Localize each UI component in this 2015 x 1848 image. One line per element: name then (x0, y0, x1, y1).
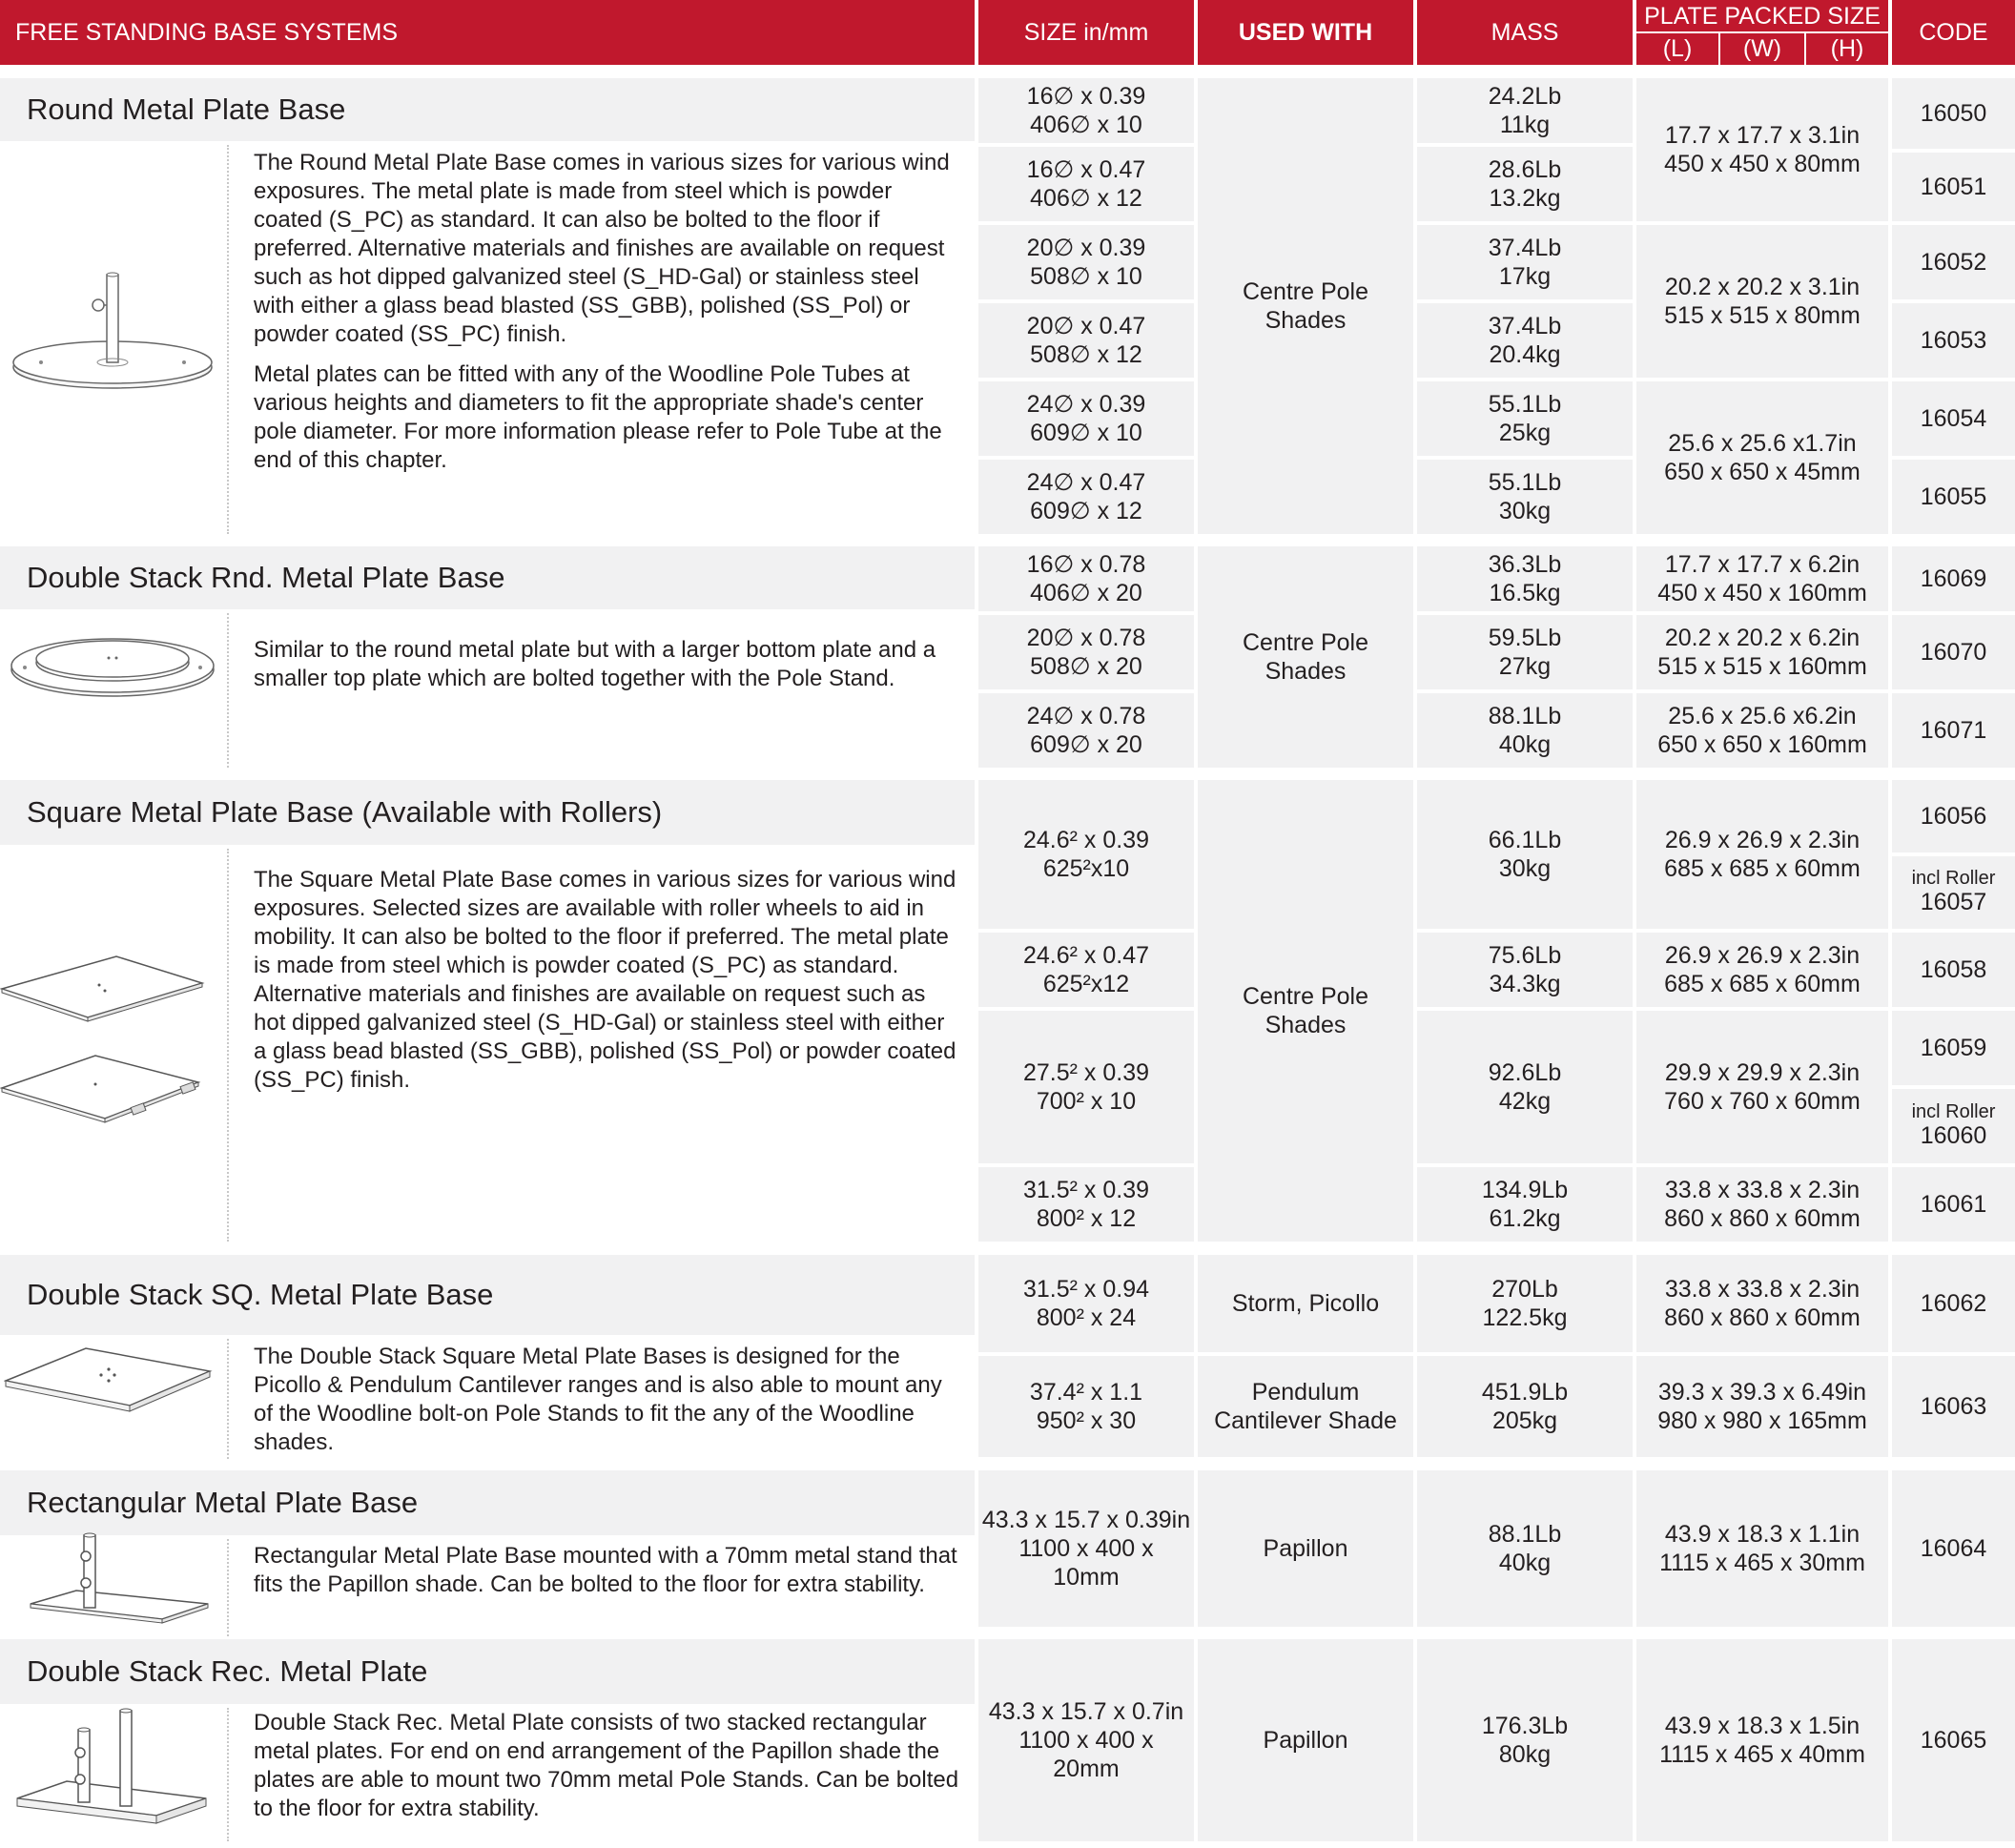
double-round-base-paragraph: Similar to the round metal plate but with a larger bottom plate and a smaller top plate which are bolted together with the Pole Stand. (254, 637, 936, 691)
rect-base-title: Rectangular Metal Plate Base (0, 1470, 975, 1535)
square-code-1: 16056 (1892, 780, 2015, 852)
round-mass-5: 55.1Lb 25kg (1417, 381, 1633, 456)
packed-size-header: PLATE PACKED SIZE (1636, 0, 1888, 32)
square-size-1: 24.6² x 0.39 625²x10 (978, 780, 1194, 929)
double-square-base-image (4, 1343, 216, 1430)
double-round-size-1: 16∅ x 0.78 406∅ x 20 (978, 546, 1194, 611)
round-code-4: 16053 (1892, 303, 2015, 378)
packed-l-header: (L) (1636, 33, 1718, 65)
packed-h-header: (H) (1806, 33, 1888, 65)
double-rect-packed: 43.9 x 18.3 x 1.5in 1115 x 465 x 40mm (1636, 1639, 1888, 1841)
double-square-base-paragraph: The Double Stack Square Metal Plate Bases is designed for the Picollo & Pendulum Cantilever ranges and is also able to mount any of the Woodline bolt-on Pole Stands to fit the any of the Woodline shades. (254, 1344, 942, 1455)
double-round-mass-1: 36.3Lb 16.5kg (1417, 546, 1633, 611)
round-packed-1: 17.7 x 17.7 x 3.1in 450 x 450 x 80mm (1636, 78, 1888, 221)
rect-base-paragraph: Rectangular Metal Plate Base mounted with a 70mm metal stand that fits the Papillon shade. Can be bolted to the floor for extra stability. (254, 1543, 957, 1597)
round-mass-6: 55.1Lb 30kg (1417, 460, 1633, 534)
double-round-packed-1: 17.7 x 17.7 x 6.2in 450 x 450 x 160mm (1636, 546, 1888, 611)
round-code-2: 16051 (1892, 153, 2015, 221)
rect-mass: 88.1Lb 40kg (1417, 1470, 1633, 1627)
round-size-1: 16∅ x 0.39 406∅ x 10 (978, 78, 1194, 143)
round-size-3: 20∅ x 0.39 508∅ x 10 (978, 225, 1194, 299)
round-base-paragraph-1: The Round Metal Plate Base comes in various sizes for various wind exposures. The metal plate is made from steel which is powder coated (S_PC) as standard. It can also be bolted to the floor if preferred. Alternative materials and finishes are available on request such as hot dipped galvanized steel (S_HD-Gal) or stainless steel with either a glass bead blasted (SS_GBB), polished (SS_Pol) or powder coated (SS_PC) finish. (254, 150, 950, 347)
double-square-used-with-1: Storm, Picollo (1198, 1255, 1413, 1352)
square-packed-3: 29.9 x 29.9 x 2.3in 760 x 760 x 60mm (1636, 1011, 1888, 1163)
double-rect-used-with: Papillon (1198, 1639, 1413, 1841)
square-code-5: 16060 (1920, 1122, 1987, 1149)
double-rect-base-title: Double Stack Rec. Metal Plate (0, 1639, 975, 1704)
square-code-2-roller (1892, 856, 2015, 929)
double-rect-code: 16065 (1892, 1639, 2015, 1841)
rect-size: 43.3 x 15.7 x 0.39in 1100 x 400 x 10mm (978, 1470, 1194, 1627)
double-square-used-with-2: Pendulum Cantilever Shade (1198, 1356, 1413, 1457)
double-round-code-2: 16070 (1892, 615, 2015, 689)
square-base-title: Square Metal Plate Base (Available with Rollers) (0, 780, 975, 845)
square-base-image (0, 949, 212, 1140)
double-square-base-title: Double Stack SQ. Metal Plate Base (0, 1255, 975, 1335)
rect-base-image (27, 1531, 210, 1632)
round-size-2: 16∅ x 0.47 406∅ x 12 (978, 147, 1194, 221)
square-size-4: 31.5² x 0.39 800² x 12 (978, 1167, 1194, 1242)
round-mass-3: 37.4Lb 17kg (1417, 225, 1633, 299)
double-round-mass-2: 59.5Lb 27kg (1417, 615, 1633, 689)
double-round-used-with: Centre Pole Shades (1198, 546, 1413, 768)
code-header: CODE (1892, 0, 2015, 65)
square-used-with: Centre Pole Shades (1198, 780, 1413, 1242)
roller-label: incl Roller (1911, 868, 1996, 889)
divider (227, 1339, 229, 1459)
double-square-code-2: 16063 (1892, 1356, 2015, 1457)
divider (227, 1539, 229, 1636)
round-base-description (254, 149, 961, 486)
size-header: SIZE in/mm (978, 0, 1194, 65)
square-mass-1: 66.1Lb 30kg (1417, 780, 1633, 929)
square-base-description (254, 866, 961, 1106)
round-code-5: 16054 (1892, 381, 2015, 456)
square-size-3: 27.5² x 0.39 700² x 10 (978, 1011, 1194, 1163)
round-mass-2: 28.6Lb 13.2kg (1417, 147, 1633, 221)
mass-header: MASS (1417, 0, 1633, 65)
double-round-size-3: 24∅ x 0.78 609∅ x 20 (978, 693, 1194, 768)
square-mass-3: 92.6Lb 42kg (1417, 1011, 1633, 1163)
double-round-code-1: 16069 (1892, 546, 2015, 611)
double-rect-base-paragraph: Double Stack Rec. Metal Plate consists of two stacked rectangular metal plates. For end on end arrangement of the Papillon shade the plates are able to mount two 70mm metal Pole Stands. Can be bolted to the floor for extra stability. (254, 1710, 959, 1821)
double-rect-base-image (13, 1707, 210, 1829)
round-mass-4: 37.4Lb 20.4kg (1417, 303, 1633, 378)
round-code-6: 16055 (1892, 460, 2015, 534)
divider (227, 613, 229, 768)
double-square-packed-2: 39.3 x 39.3 x 6.49in 980 x 980 x 165mm (1636, 1356, 1888, 1457)
double-round-size-2: 20∅ x 0.78 508∅ x 20 (978, 615, 1194, 689)
rect-base-description (254, 1542, 961, 1611)
double-round-base-image (8, 629, 219, 706)
round-base-image (8, 267, 219, 400)
used-with-header: USED WITH (1198, 0, 1413, 65)
square-size-2: 24.6² x 0.47 625²x12 (978, 933, 1194, 1007)
round-mass-1: 24.2Lb 11kg (1417, 78, 1633, 143)
square-code-5-roller (1892, 1089, 2015, 1163)
round-size-6: 24∅ x 0.47 609∅ x 12 (978, 460, 1194, 534)
double-rect-mass: 176.3Lb 80kg (1417, 1639, 1633, 1841)
rect-used-with: Papillon (1198, 1470, 1413, 1627)
double-round-packed-3: 25.6 x 25.6 x6.2in 650 x 650 x 160mm (1636, 693, 1888, 768)
double-round-base-title: Double Stack Rnd. Metal Plate Base (0, 546, 975, 609)
double-round-base-description (254, 636, 961, 705)
divider (227, 145, 229, 534)
rect-code: 16064 (1892, 1470, 2015, 1627)
square-code-3: 16058 (1892, 933, 2015, 1007)
double-round-packed-2: 20.2 x 20.2 x 6.2in 515 x 515 x 160mm (1636, 615, 1888, 689)
square-mass-2: 75.6Lb 34.3kg (1417, 933, 1633, 1007)
round-base-paragraph-2: Metal plates can be fitted with any of the Woodline Pole Tubes at various heights and diameters to fit the appropriate shade's center pole diameter. For more information please refer to Pole Tube at the end of this chapter. (254, 361, 942, 473)
packed-w-header: (W) (1720, 33, 1804, 65)
round-packed-2: 20.2 x 20.2 x 3.1in 515 x 515 x 80mm (1636, 225, 1888, 378)
square-packed-1: 26.9 x 26.9 x 2.3in 685 x 685 x 60mm (1636, 780, 1888, 929)
square-packed-4: 33.8 x 33.8 x 2.3in 860 x 860 x 60mm (1636, 1167, 1888, 1242)
round-packed-3: 25.6 x 25.6 x1.7in 650 x 650 x 45mm (1636, 381, 1888, 534)
table-title: FREE STANDING BASE SYSTEMS (0, 0, 975, 65)
double-square-size-2: 37.4² x 1.1 950² x 30 (978, 1356, 1194, 1457)
double-square-base-description (254, 1343, 961, 1468)
round-used-with: Centre Pole Shades (1198, 78, 1413, 534)
double-square-mass-2: 451.9Lb 205kg (1417, 1356, 1633, 1457)
double-square-size-1: 31.5² x 0.94 800² x 24 (978, 1255, 1194, 1352)
divider (227, 849, 229, 1242)
square-code-6: 16061 (1892, 1167, 2015, 1242)
square-mass-4: 134.9Lb 61.2kg (1417, 1167, 1633, 1242)
double-square-mass-1: 270Lb 122.5kg (1417, 1255, 1633, 1352)
double-round-code-3: 16071 (1892, 693, 2015, 768)
rect-packed: 43.9 x 18.3 x 1.1in 1115 x 465 x 30mm (1636, 1470, 1888, 1627)
round-size-4: 20∅ x 0.47 508∅ x 12 (978, 303, 1194, 378)
square-base-paragraph: The Square Metal Plate Base comes in various sizes for various wind exposures. Selected sizes are available with roller wheels to aid in mobility. It can also be bolted to the floor if preferred. The metal plate is made from steel which is powder coated (S_PC) as standard. Alternative materials and finishes are available on request such as hot dipped galvanized steel (S_HD-Gal) or stainless steel with either a glass bead blasted (SS_GBB), polished (SS_Pol) or powder coated (SS_PC) finish. (254, 867, 956, 1093)
square-code-4: 16059 (1892, 1011, 2015, 1085)
round-code-1: 16050 (1892, 78, 2015, 149)
divider (227, 1708, 229, 1841)
round-code-3: 16052 (1892, 225, 2015, 299)
square-packed-2: 26.9 x 26.9 x 2.3in 685 x 685 x 60mm (1636, 933, 1888, 1007)
round-size-5: 24∅ x 0.39 609∅ x 10 (978, 381, 1194, 456)
double-rect-size: 43.3 x 15.7 x 0.7in 1100 x 400 x 20mm (978, 1639, 1194, 1841)
roller-label: incl Roller (1911, 1101, 1996, 1122)
double-square-code-1: 16062 (1892, 1255, 2015, 1352)
double-rect-base-description (254, 1709, 961, 1835)
double-round-mass-3: 88.1Lb 40kg (1417, 693, 1633, 768)
square-code-2: 16057 (1920, 889, 1987, 915)
round-base-title: Round Metal Plate Base (0, 78, 975, 141)
double-square-packed-1: 33.8 x 33.8 x 2.3in 860 x 860 x 60mm (1636, 1255, 1888, 1352)
